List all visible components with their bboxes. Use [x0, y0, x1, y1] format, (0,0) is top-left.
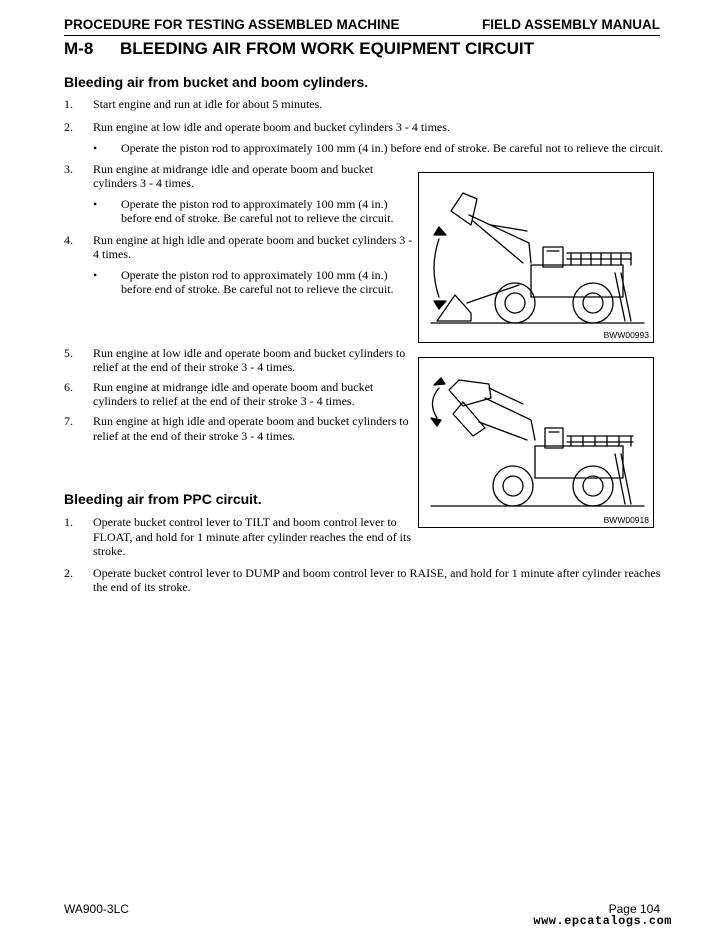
figure-code: BWW00993 — [603, 330, 649, 340]
figure-code: BWW00918 — [603, 515, 649, 525]
bullet-text-line1: Operate the piston rod to approximately 100 mm (4 in.) — [121, 268, 388, 282]
section-title: BLEEDING AIR FROM WORK EQUIPMENT CIRCUIT — [120, 39, 534, 58]
step-text-line1: Operate bucket control lever to DUMP and boom control lever to RAISE, and hold for 1 minute after cylinder reaches — [93, 566, 661, 580]
step-text-line2: the end of its stroke. — [93, 580, 191, 594]
step-text-line2: FLOAT, and hold for 1 minute after cylinder reaches the end of its — [93, 530, 412, 544]
step-text-line1: Run engine at midrange idle and operate boom and bucket — [93, 162, 374, 176]
step-text-line1: Run engine at high idle and operate boom and bucket cylinders to — [93, 414, 409, 428]
wheel-loader-boom-raised-icon — [419, 173, 655, 344]
wheel-loader-bucket-tilt-icon — [419, 358, 655, 529]
figure-bucket-tilt — [418, 357, 654, 528]
section-id: M-8 — [64, 39, 94, 58]
step-text-line1: Run engine at low idle and operate boom and bucket cylinders to — [93, 346, 406, 360]
step-number: 2. — [64, 120, 73, 134]
step-text-line2: relief at the end of their stroke 3 - 4 times. — [93, 429, 296, 443]
step-text-line2: relief at the end of their stroke 3 - 4 times. — [93, 360, 296, 374]
step-text-line1: Operate bucket control lever to TILT and boom control lever to — [93, 515, 397, 529]
watermark: www.epcatalogs.com — [533, 914, 672, 928]
subsection-title-ppc: Bleeding air from PPC circuit. — [64, 491, 262, 507]
bullet-dot: • — [93, 197, 98, 211]
bullet-dot: • — [93, 268, 98, 282]
step-text: Start engine and run at idle for about 5 minutes. — [93, 97, 323, 111]
step-number: 6. — [64, 380, 73, 394]
step-number: 4. — [64, 233, 73, 247]
bullet-text: Operate the piston rod to approximately 100 mm (4 in.) before end of stroke. Be careful not to relieve the circuit. — [121, 141, 664, 155]
step-text-line3: stroke. — [93, 544, 126, 558]
bullet-text-line2: before end of stroke. Be careful not to relieve the circuit. — [121, 211, 394, 225]
step-text-line1: Run engine at high idle and operate boom and bucket cylinders 3 - — [93, 233, 413, 247]
step-text-line2: cylinders 3 - 4 times. — [93, 176, 194, 190]
step-number: 2. — [64, 566, 73, 580]
header-rule — [64, 35, 660, 36]
step-number: 7. — [64, 414, 73, 428]
header-title: PROCEDURE FOR TESTING ASSEMBLED MACHINE — [64, 17, 400, 32]
step-text-line2: cylinders to relief at the end of their stroke 3 - 4 times. — [93, 394, 355, 408]
step-text-line1: Run engine at midrange idle and operate boom and bucket — [93, 380, 374, 394]
bullet-text-line2: before end of stroke. Be careful not to relieve the circuit. — [121, 282, 394, 296]
step-text-line2: 4 times. — [93, 247, 131, 261]
step-number: 1. — [64, 97, 73, 111]
step-number: 3. — [64, 162, 73, 176]
subsection-title-bucket-boom: Bleeding air from bucket and boom cylinders. — [64, 74, 369, 90]
step-number: 1. — [64, 515, 73, 529]
step-text: Run engine at low idle and operate boom and bucket cylinders 3 - 4 times. — [93, 120, 450, 134]
bullet-dot: • — [93, 141, 98, 155]
bullet-text-line1: Operate the piston rod to approximately 100 mm (4 in.) — [121, 197, 388, 211]
header-manual-name: FIELD ASSEMBLY MANUAL — [481, 17, 660, 32]
figure-boom-cylinders — [418, 172, 654, 343]
footer-model: WA900-3LC — [64, 902, 129, 916]
footer-page-number: Page 104 — [608, 902, 660, 916]
step-number: 5. — [64, 346, 73, 360]
